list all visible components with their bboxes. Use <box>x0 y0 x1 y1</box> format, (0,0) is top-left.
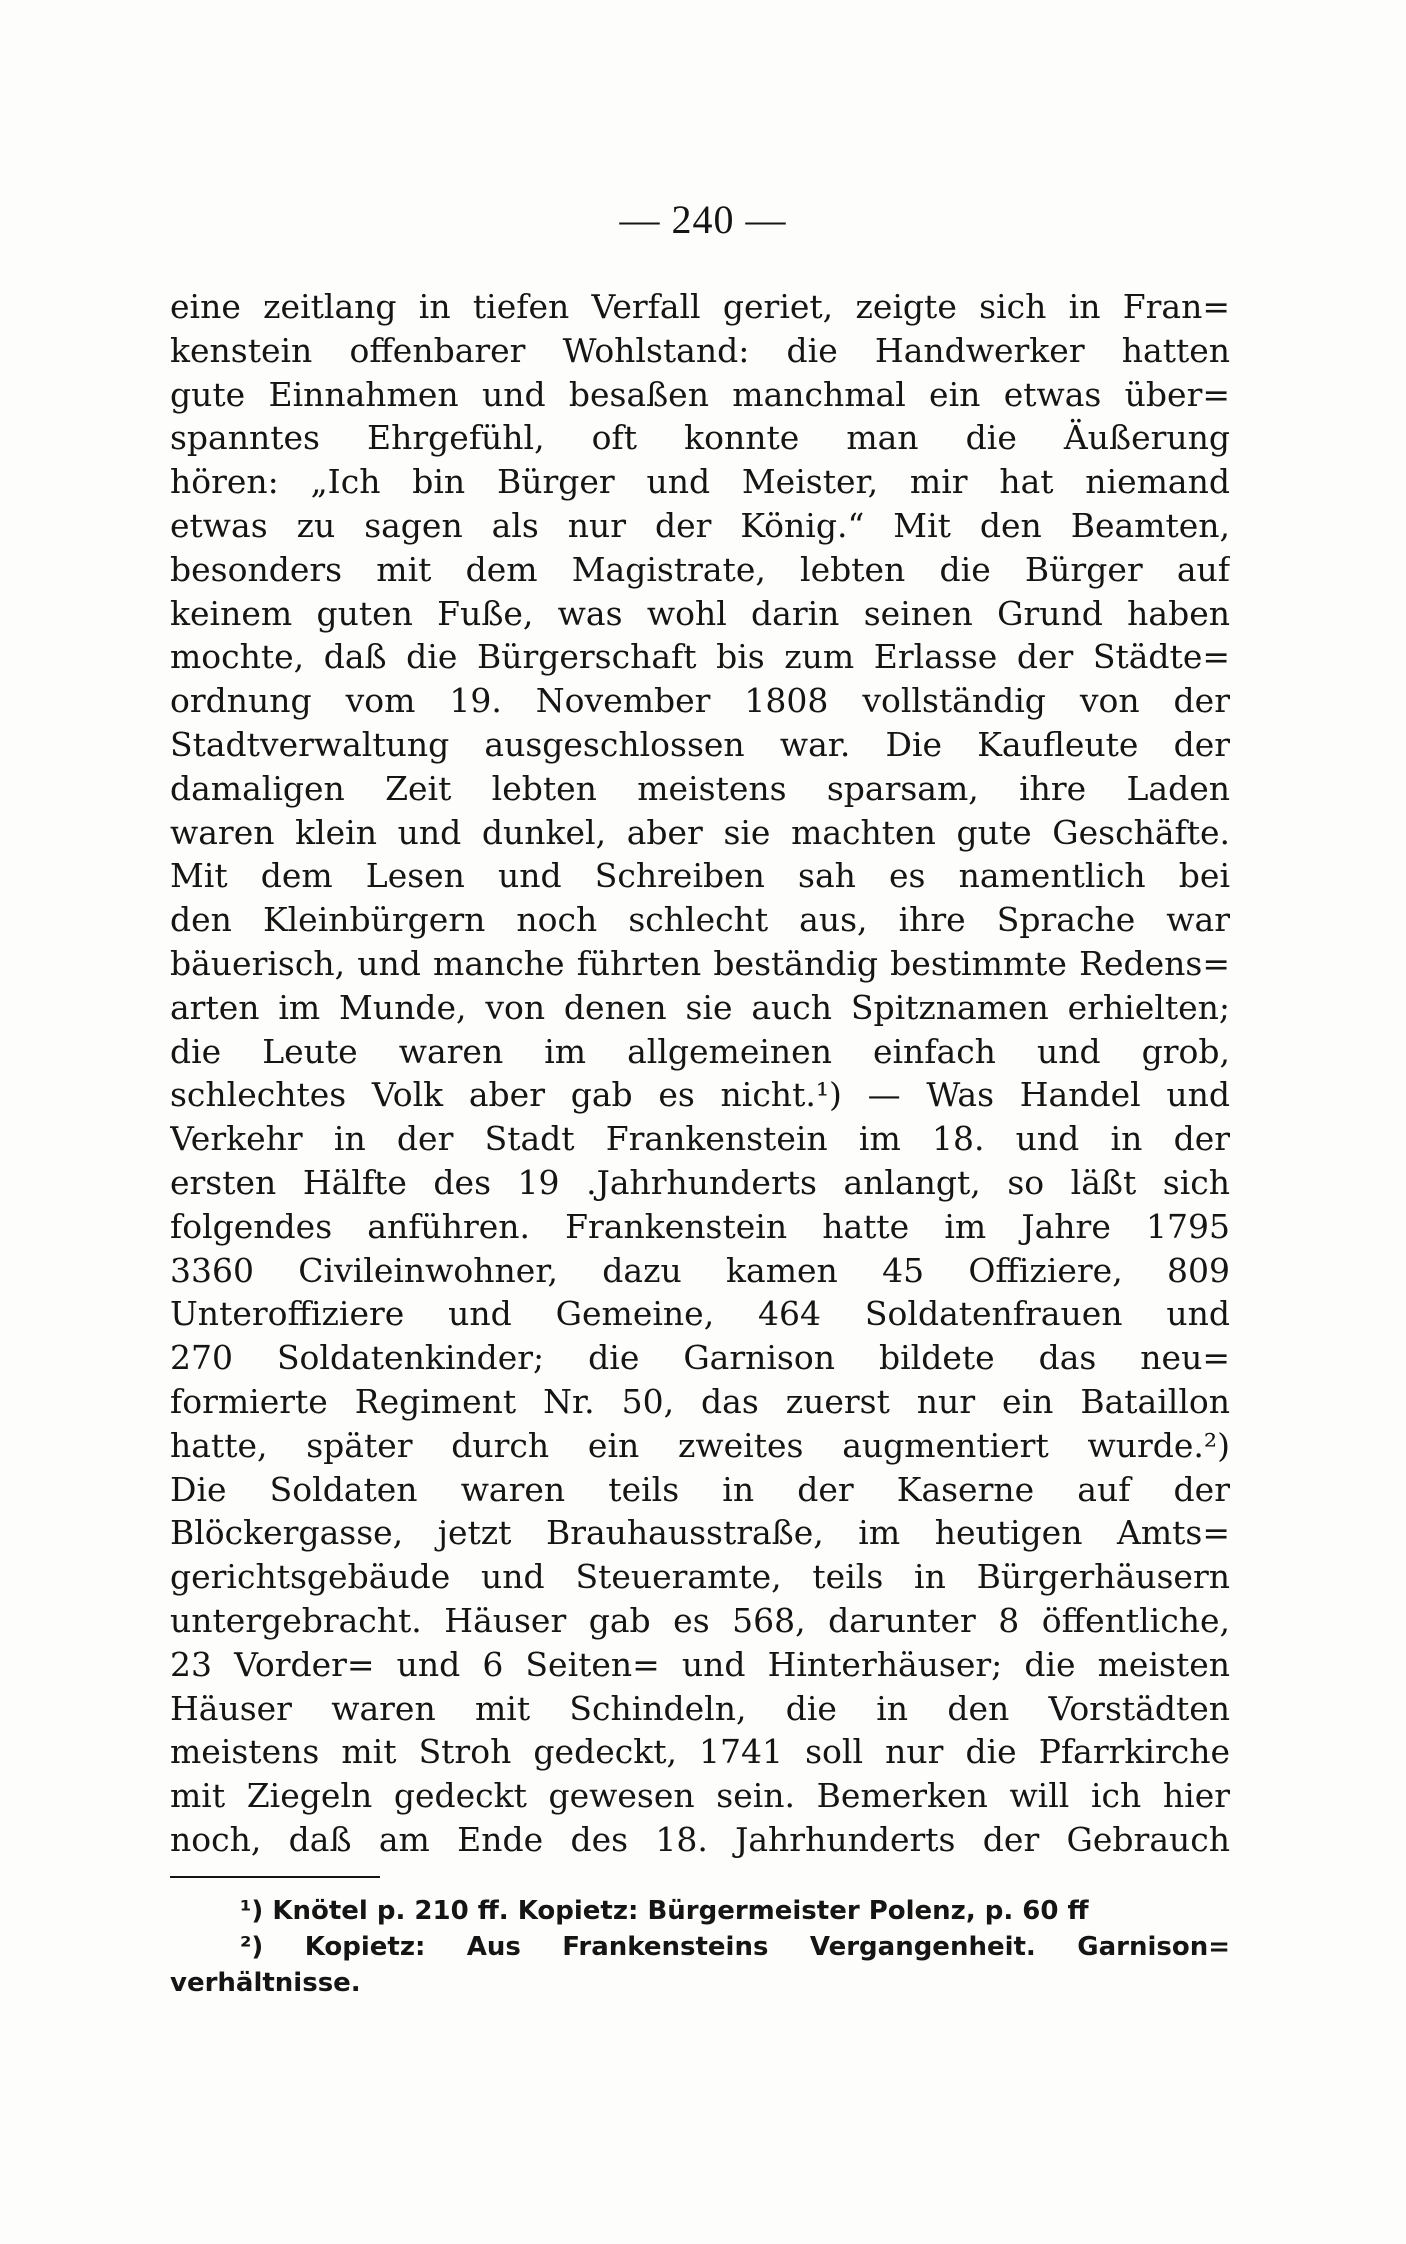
text-line: Unteroffiziere und Gemeine, 464 Soldatenfrauen und <box>170 1294 1230 1334</box>
text-line: untergebracht. Häuser gab es 568, darunter 8 öffentliche, <box>170 1600 1230 1640</box>
text-line: ordnung vom 19. November 1808 vollständig von der <box>170 681 1230 721</box>
text-line: eine zeitlang in tiefen Verfall geriet, zeigte sich in Fran= <box>170 287 1230 326</box>
text-line: 23 Vorder= und 6 Seiten= und Hinterhäuser; die meisten <box>170 1644 1230 1684</box>
footnote-divider <box>170 1876 380 1878</box>
text-line: 270 Soldatenkinder; die Garnison bildete das neu= <box>170 1338 1230 1378</box>
text-line: gute Einnahmen und besaßen manchmal ein etwas über= <box>170 374 1230 414</box>
text-line: Die Soldaten waren teils in der Kaserne auf der <box>170 1469 1230 1509</box>
text-line: spanntes Ehrgefühl, oft konnte man die Äußerung <box>170 418 1230 458</box>
text-line: Häuser waren mit Schindeln, die in den Vorstädten <box>170 1688 1230 1728</box>
text-line: gerichtsgebäude und Steueramte, teils in Bürgerhäusern <box>170 1557 1230 1597</box>
footnote-1: ¹) Knötel p. 210 ff. Kopietz: Bürgermeister Polenz, p. 60 ff <box>240 1896 1089 1926</box>
text-line: mit Ziegeln gedeckt gewesen sein. Bemerken will ich hier <box>170 1776 1230 1816</box>
text-line: meistens mit Stroh gedeckt, 1741 soll nur die Pfarrkirche <box>170 1732 1230 1772</box>
text-line: etwas zu sagen als nur der König.“ Mit den Beamten, <box>170 505 1230 545</box>
page-number: — 240 — <box>619 197 787 242</box>
text-line: formierte Regiment Nr. 50, das zuerst nur ein Bataillon <box>170 1381 1230 1421</box>
text-line: Verkehr in der Stadt Frankenstein im 18. und in der <box>170 1119 1230 1159</box>
text-line: damaligen Zeit lebten meistens sparsam, ihre Laden <box>170 768 1230 808</box>
text-line: den Kleinbürgern noch schlecht aus, ihre Sprache war <box>170 900 1230 940</box>
text-line: arten im Munde, von denen sie auch Spitznamen erhielten; <box>170 987 1230 1027</box>
text-line: hatte, später durch ein zweites augmentiert wurde.²) <box>170 1425 1230 1465</box>
text-line: Blöckergasse, jetzt Brauhausstraße, im heutigen Amts= <box>170 1513 1230 1553</box>
text-line: besonders mit dem Magistrate, lebten die Bürger auf <box>170 549 1230 589</box>
text-line: waren klein und dunkel, aber sie machten gute Geschäfte. <box>170 812 1230 852</box>
text-line: die Leute waren im allgemeinen einfach und grob, <box>170 1031 1230 1071</box>
footnotes <box>170 1893 1230 2001</box>
body-text <box>170 285 1230 1862</box>
footnote-2: ²) Kopietz: Aus Frankensteins Vergangenheit. Garnison= <box>240 1932 1230 1962</box>
text-line: bäuerisch, und manche führten beständig bestimmte Redens= <box>170 943 1230 983</box>
text-line: Stadtverwaltung ausgeschlossen war. Die Kaufleute der <box>170 724 1230 764</box>
text-line: 3360 Civileinwohner, dazu kamen 45 Offiziere, 809 <box>170 1250 1230 1290</box>
text-line: kenstein offenbarer Wohlstand: die Handwerker hatten <box>170 330 1230 370</box>
text-line: hören: „Ich bin Bürger und Meister, mir hat niemand <box>170 462 1230 502</box>
text-line: noch, daß am Ende des 18. Jahrhunderts der Gebrauch <box>170 1819 1230 1859</box>
text-line: keinem guten Fuße, was wohl darin seinen Grund haben <box>170 593 1230 633</box>
text-line: ersten Hälfte des 19 .Jahrhunderts anlangt, so läßt sich <box>170 1162 1230 1202</box>
footnote-2-continuation: verhältnisse. <box>170 1968 361 1998</box>
text-line: folgendes anführen. Frankenstein hatte im Jahre 1795 <box>170 1206 1230 1246</box>
text-line: mochte, daß die Bürgerschaft bis zum Erlasse der Städte= <box>170 637 1230 677</box>
text-line: schlechtes Volk aber gab es nicht.¹) — Was Handel und <box>170 1075 1230 1115</box>
text-line: Mit dem Lesen und Schreiben sah es namentlich bei <box>170 856 1230 896</box>
